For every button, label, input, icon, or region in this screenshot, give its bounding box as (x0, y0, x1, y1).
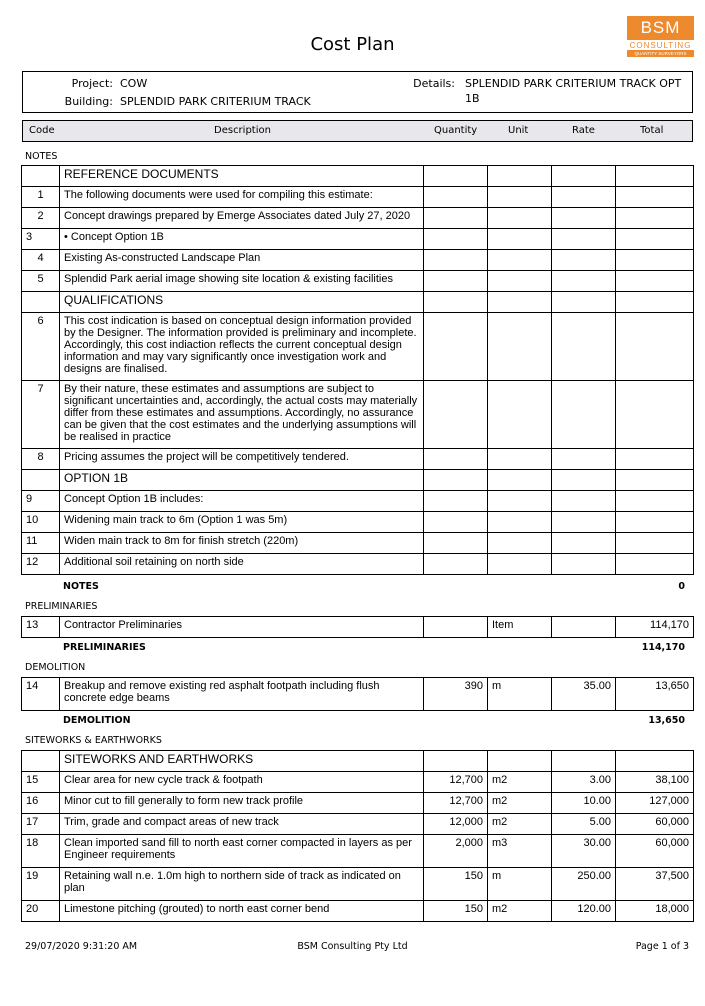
logo-strip: QUANTITY SURVEYORS (627, 50, 694, 57)
footer-company: BSM Consulting Pty Ltd (297, 941, 408, 952)
section-title-preliminaries: PRELIMINARIES (25, 601, 98, 612)
table-row (22, 835, 694, 868)
row-description: Minor cut to fill generally to form new track profile (60, 793, 424, 814)
table-row (22, 678, 694, 711)
company-logo (627, 16, 694, 57)
table-row (22, 208, 694, 229)
table-row (22, 793, 694, 814)
column-header-bar (22, 120, 693, 142)
row-rate: 250.00 (552, 868, 616, 901)
siteworks-table (21, 750, 694, 922)
details-value-line2: 1B (465, 92, 480, 105)
table-row (22, 250, 694, 271)
details-value-line1: SPLENDID PARK CRITERIUM TRACK OPT (465, 77, 682, 90)
building-value: SPLENDID PARK CRITERIUM TRACK (120, 95, 311, 108)
col-code: Code (29, 125, 55, 136)
heading-qualifications: QUALIFICATIONS (60, 292, 424, 313)
preliminaries-table (21, 616, 694, 638)
footer-page-number: Page 1 of 3 (635, 941, 689, 952)
row-unit: m2 (488, 772, 552, 793)
row-code: 3 (22, 229, 60, 250)
row-code: 20 (22, 901, 60, 922)
table-row (22, 187, 694, 208)
notes-table (21, 165, 694, 575)
table-row (22, 772, 694, 793)
notes-total-value: 0 (678, 581, 685, 592)
row-unit: m2 (488, 814, 552, 835)
row-description: The following documents were used for compiling this estimate: (60, 187, 424, 208)
row-description: Breakup and remove existing red asphalt footpath including flush concrete edge beams (60, 678, 424, 711)
table-row (22, 554, 694, 575)
row-code: 14 (22, 678, 60, 711)
row-description: This cost indication is based on conceptual design information provided by the Designer. The information provided is preliminary and incomplete. Accordingly, this cost indiaction reflects the current conceptual design information and may vary significantly once investigation work and designs are finalised. (60, 313, 424, 381)
row-description: Splendid Park aerial image showing site location & existing facilities (60, 271, 424, 292)
row-code: 7 (22, 381, 60, 449)
row-unit: m (488, 678, 552, 711)
preliminaries-total-value: 114,170 (641, 642, 685, 653)
table-row (22, 229, 694, 250)
heading-reference-documents: REFERENCE DOCUMENTS (60, 166, 424, 187)
col-description: Description (214, 125, 271, 136)
table-row (22, 868, 694, 901)
logo-mark: BSM (627, 16, 694, 40)
table-row (22, 617, 694, 638)
row-code: 1 (22, 187, 60, 208)
table-row (22, 491, 694, 512)
row-description: Concept Option 1B includes: (60, 491, 424, 512)
row-total: 38,100 (616, 772, 694, 793)
table-row (22, 901, 694, 922)
row-unit: m3 (488, 835, 552, 868)
section-title-siteworks: SITEWORKS & EARTHWORKS (25, 735, 162, 746)
row-unit: m (488, 868, 552, 901)
demolition-total-label: DEMOLITION (63, 715, 131, 726)
table-row (22, 271, 694, 292)
page-title: Cost Plan (310, 34, 395, 55)
row-code: 8 (22, 449, 60, 470)
table-row (22, 381, 694, 449)
row-description: Clear area for new cycle track & footpath (60, 772, 424, 793)
row-total: 60,000 (616, 835, 694, 868)
table-row (22, 470, 694, 491)
section-title-demolition: DEMOLITION (25, 662, 86, 673)
heading-siteworks-and-earthworks: SITEWORKS AND EARTHWORKS (60, 751, 424, 772)
row-code: 2 (22, 208, 60, 229)
row-rate: 5.00 (552, 814, 616, 835)
project-label: Project: (71, 77, 113, 90)
row-unit: m2 (488, 793, 552, 814)
row-code: 11 (22, 533, 60, 554)
table-row (22, 313, 694, 381)
row-total: 37,500 (616, 868, 694, 901)
details-label: Details: (413, 77, 455, 90)
row-code: 19 (22, 868, 60, 901)
col-quantity: Quantity (434, 125, 478, 136)
row-code: 9 (22, 491, 60, 512)
row-total: 13,650 (616, 678, 694, 711)
demolition-table (21, 677, 694, 711)
row-description: Clean imported sand fill to north east corner compacted in layers as per Engineer requirements (60, 835, 424, 868)
row-code: 17 (22, 814, 60, 835)
row-code: 16 (22, 793, 60, 814)
row-code: 5 (22, 271, 60, 292)
row-rate: 3.00 (552, 772, 616, 793)
col-rate: Rate (572, 125, 595, 136)
table-row (22, 751, 694, 772)
row-description: Pricing assumes the project will be competitively tendered. (60, 449, 424, 470)
row-total: 18,000 (616, 901, 694, 922)
building-label: Building: (64, 95, 113, 108)
row-quantity: 12,700 (424, 793, 488, 814)
row-description: Additional soil retaining on north side (60, 554, 424, 575)
table-row (22, 292, 694, 313)
row-description: • Concept Option 1B (60, 229, 424, 250)
row-code: 18 (22, 835, 60, 868)
row-code: 6 (22, 313, 60, 381)
row-unit: Item (488, 617, 552, 638)
row-total: 127,000 (616, 793, 694, 814)
row-quantity: 390 (424, 678, 488, 711)
notes-total-label: NOTES (63, 581, 99, 592)
col-total: Total (640, 125, 664, 136)
row-quantity: 12,700 (424, 772, 488, 793)
row-description: Widening main track to 6m (Option 1 was 5m) (60, 512, 424, 533)
table-row (22, 449, 694, 470)
row-rate: 120.00 (552, 901, 616, 922)
row-code: 13 (22, 617, 60, 638)
row-description: Existing As-constructed Landscape Plan (60, 250, 424, 271)
project-info-box (22, 71, 693, 113)
row-description: Widen main track to 8m for finish stretch (220m) (60, 533, 424, 554)
row-description: Concept drawings prepared by Emerge Associates dated July 27, 2020 (60, 208, 424, 229)
row-description: By their nature, these estimates and assumptions are subject to significant uncertainties and, accordingly, the actual costs may materially differ from these estimates and assumptions. Accordingly, no assurance can be given that the cost estimates and the underlying assumptions will be realised in practice (60, 381, 424, 449)
row-rate: 35.00 (552, 678, 616, 711)
heading-option-1b: OPTION 1B (60, 470, 424, 491)
row-code: 15 (22, 772, 60, 793)
row-quantity: 2,000 (424, 835, 488, 868)
row-code: 10 (22, 512, 60, 533)
table-row (22, 512, 694, 533)
preliminaries-total-label: PRELIMINARIES (63, 642, 146, 653)
logo-subtitle: CONSULTING (629, 41, 692, 50)
row-rate: 30.00 (552, 835, 616, 868)
row-code: 4 (22, 250, 60, 271)
table-row (22, 166, 694, 187)
table-row (22, 533, 694, 554)
row-quantity: 150 (424, 901, 488, 922)
row-total: 114,170 (616, 617, 694, 638)
row-total: 60,000 (616, 814, 694, 835)
row-description: Retaining wall n.e. 1.0m high to northern side of track as indicated on plan (60, 868, 424, 901)
col-unit: Unit (508, 125, 529, 136)
row-description: Limestone pitching (grouted) to north east corner bend (60, 901, 424, 922)
row-quantity: 150 (424, 868, 488, 901)
section-title-notes: NOTES (25, 151, 58, 162)
row-description: Contractor Preliminaries (60, 617, 424, 638)
row-unit: m2 (488, 901, 552, 922)
row-quantity: 12,000 (424, 814, 488, 835)
row-code: 12 (22, 554, 60, 575)
row-rate: 10.00 (552, 793, 616, 814)
demolition-total-value: 13,650 (648, 715, 685, 726)
row-description: Trim, grade and compact areas of new track (60, 814, 424, 835)
table-row (22, 814, 694, 835)
project-value: COW (120, 77, 148, 90)
footer-timestamp: 29/07/2020 9:31:20 AM (25, 941, 138, 952)
